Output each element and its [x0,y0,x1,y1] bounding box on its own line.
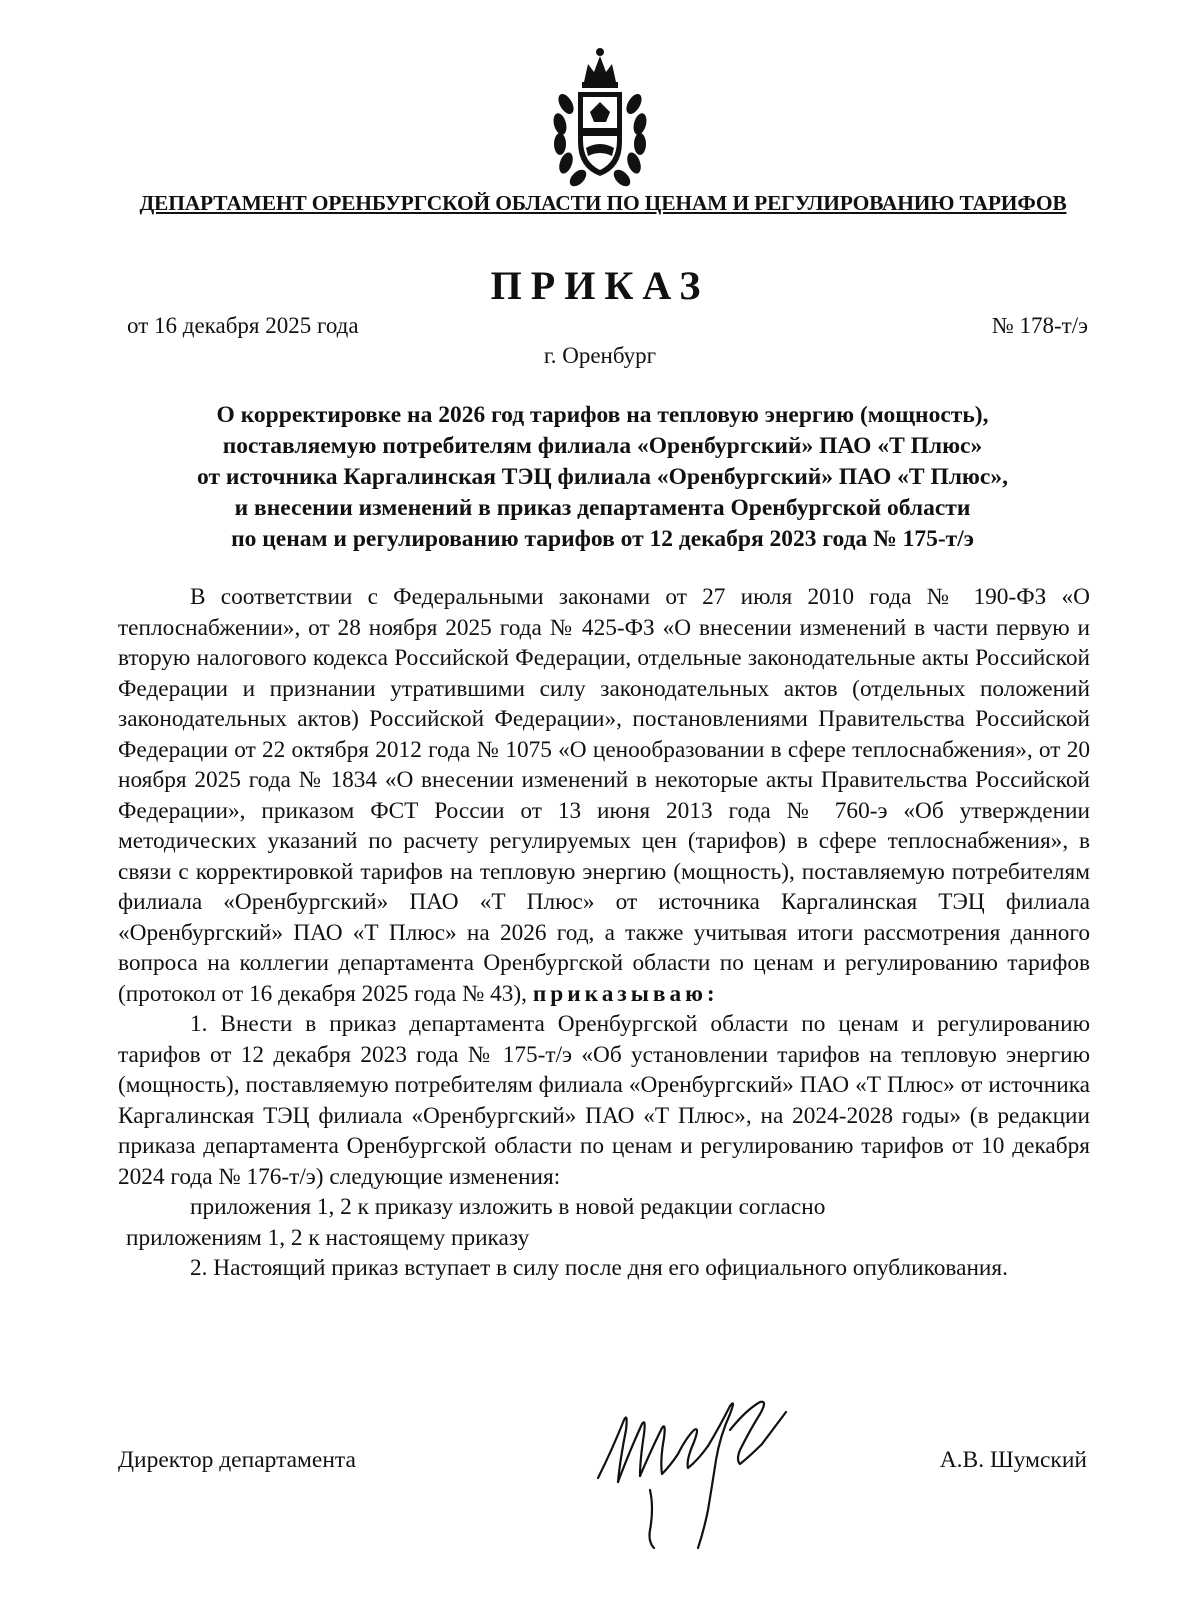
signatory-name: А.В. Шумский [939,1447,1087,1473]
preamble-paragraph [118,582,1090,1009]
document-subject [120,400,1085,555]
subject-line: поставляемую потребителям филиала «Оренбургский» ПАО «Т Плюс» [222,433,983,459]
signatory-position: Директор департамента [118,1447,356,1473]
subject-line: от источника Каргалинская ТЭЦ филиала «Оренбургский» ПАО «Т Плюс», [197,464,1008,490]
preamble-text: В соответствии с Федеральными законами от 27 июля 2010 года № 190-ФЗ «О теплоснабжении», от 28 ноября 2025 года № 425-ФЗ «О внесении изменений в части первую и вторую налогового кодекса Российской Федерации, отдельные законодательные акты Российской Федерации и признании утратившими силу законодательных актов (отдельных положений законодательных актов) Российской Федерации», постановлениями Правительства Российской Федерации от 22 октября 2012 года № 1075 «О ценообразовании в сфере теплоснабжения», от 20 ноября 2025 года № 1834 «О внесении изменений в некоторые акты Правительства Российской Федерации», приказом ФСТ России от 13 июня 2013 года № 760-э «Об утверждении методических указаний по расчету регулируемых цен (тарифов) в сфере теплоснабжения», в связи с корректировкой тарифов на тепловую энергию (мощность), поставляемую потребителям филиала «Оренбургский» ПАО «Т Плюс» от источника Каргалинская ТЭЦ филиала «Оренбургский» ПАО «Т Плюс» на 2026 год, а также учитывая итоги рассмотрения данного вопроса на коллегии департамента Оренбургской области по ценам и регулированию тарифов (протокол от 16 декабря 2025 года № 43), [118,584,1090,1007]
document-type-title: ПРИКАЗ [490,263,710,308]
item-2-paragraph: 2. Настоящий приказ вступает в силу после дня его официального опубликования. [190,1255,1008,1281]
item-1-paragraph: 1. Внести в приказ департамента Оренбургской области по ценам и регулированию тарифов от 12 декабря 2023 года № 175-т/э «Об установлении тарифов на тепловую энергию (мощность), поставляемую потребителям филиала «Оренбургский» ПАО «Т Плюс» от источника Каргалинская ТЭЦ филиала «Оренбургский» ПАО «Т Плюс», на 2024-2028 годы» (в редакции приказа департамента Оренбургской области по ценам и регулированию тарифов от 10 декабря 2024 года № 176-т/э) следующие изменения: [118,1011,1090,1190]
coat-of-arms-icon [540,42,660,192]
document-city: г. Оренбург [543,343,657,368]
item-1-subparagraph-continued: приложениям 1, 2 к настоящему приказу [126,1224,530,1251]
document-body [118,582,1090,1284]
handwritten-signature-icon [590,1390,795,1555]
subject-line: по ценам и регулированию тарифов от 12 декабря 2023 года № 175-т/э [231,526,974,552]
item-1-subparagraph: приложения 1, 2 к приказу изложить в новой редакции согласно [190,1194,826,1220]
document-date: от 16 декабря 2025 года [127,313,359,338]
document-number: № 178-т/э [991,313,1088,338]
order-word: приказываю: [532,980,719,1007]
organization-name: ДЕПАРТАМЕНТ ОРЕНБУРГСКОЙ ОБЛАСТИ ПО ЦЕНАМ И РЕГУЛИРОВАНИЮ ТАРИФОВ [139,191,1067,215]
subject-line: О корректировке на 2026 год тарифов на тепловую энергию (мощность), [216,402,989,428]
subject-line: и внесении изменений в приказ департамента Оренбургской области [234,495,971,521]
